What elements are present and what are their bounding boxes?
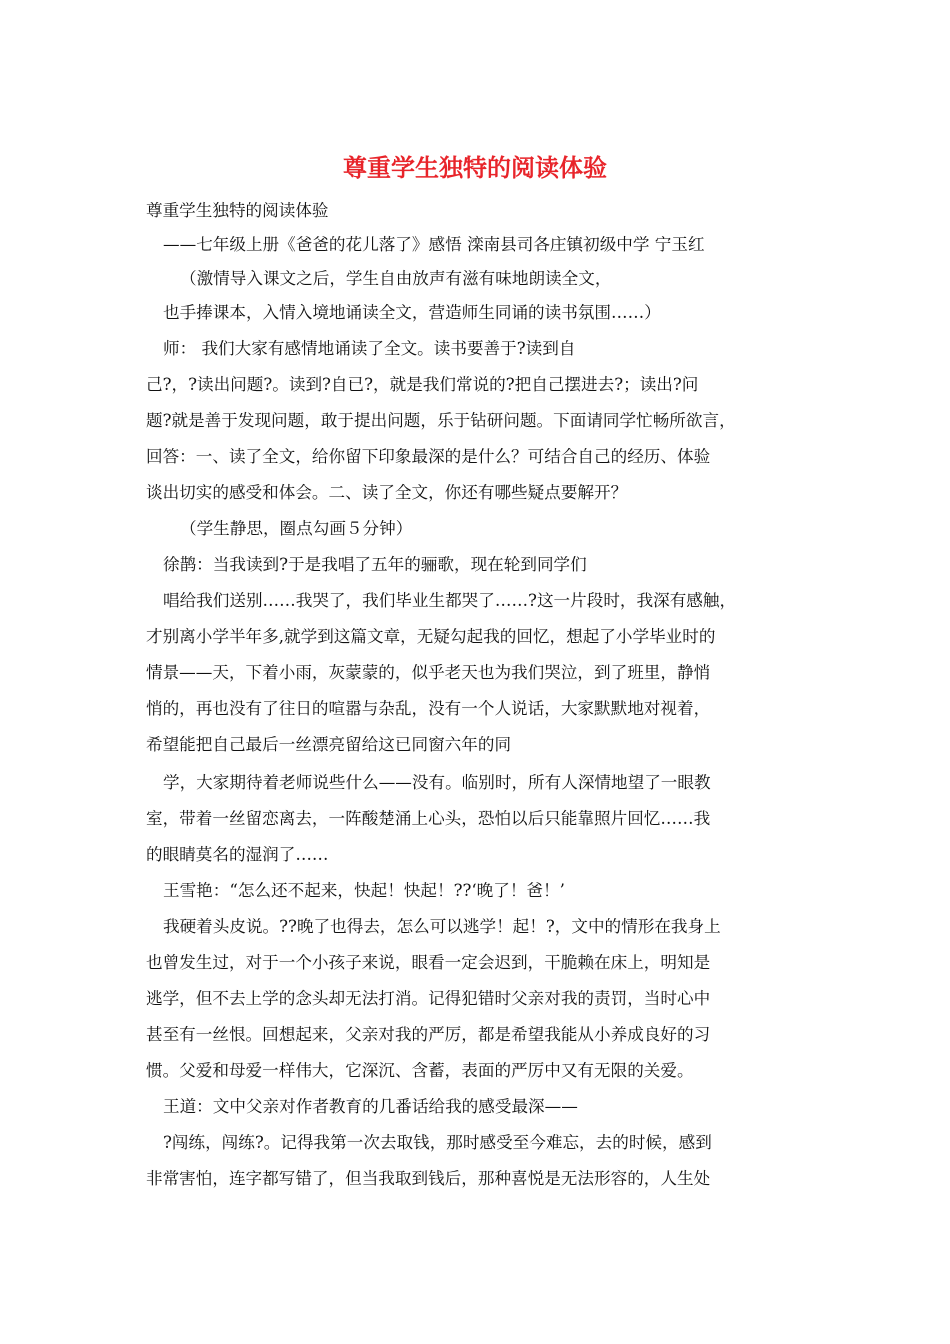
paragraph-line: 学，大家期待着老师说些什么——没有。临别时，所有人深情地望了一眼教	[163, 773, 711, 792]
paragraph-line: 我硬着头皮说。??晚了也得去，怎么可以逃学！起！?，文中的情形在我身上	[163, 917, 721, 936]
paragraph-line: 题?就是善于发现问题，敢于提出问题，乐于钻研问题。下面请同学忙畅所欲言，	[146, 411, 736, 430]
paragraph-line: 逃学，但不去上学的念头却无法打消。记得犯错时父亲对我的责罚，当时心中	[146, 989, 711, 1008]
paragraph-line: 徐鹊：当我读到?于是我唱了五年的骊歌，现在轮到同学们	[163, 555, 587, 574]
paragraph-line: 尊重学生独特的阅读体验	[146, 201, 329, 220]
paragraph-line: （激情导入课文之后，学生自由放声有滋有味地朗读全文，	[180, 269, 612, 288]
paragraph-line: 甚至有一丝恨。回想起来，父亲对我的严厉，都是希望我能从小养成良好的习	[146, 1025, 711, 1044]
paragraph-line: 王雪艳：“怎么还不起来，快起！快起！??‘晚了！爸！’	[163, 881, 565, 900]
paragraph-line: 回答：一、读了全文，给你留下印象最深的是什么？可结合自己的经历、体验	[146, 447, 711, 466]
paragraph-line: （学生静思，圈点勾画５分钟）	[180, 519, 413, 538]
paragraph-line: 惯。父爱和母爱一样伟大，它深沉、含蓄，表面的严厉中又有无限的关爱。	[146, 1061, 694, 1080]
paragraph-line: 悄的，再也没有了往日的喧嚣与杂乱，没有一个人说话，大家默默地对视着，	[146, 699, 711, 718]
paragraph-line: 王道：文中父亲对作者教育的几番话给我的感受最深——	[163, 1097, 578, 1116]
paragraph-line: 的眼睛莫名的湿润了……	[146, 845, 329, 864]
paragraph-line: 师： 我们大家有感情地诵读了全文。读书要善于?读到自	[163, 339, 576, 358]
paragraph-line: 非常害怕，连字都写错了，但当我取到钱后，那种喜悦是无法形容的，人生处	[146, 1169, 711, 1188]
paragraph-line: 己?，?读出问题?。读到?自已?，就是我们常说的?把自己摆进去?；读出?问	[146, 375, 699, 394]
paragraph-line: 谈出切实的感受和体会。二、读了全文，你还有哪些疑点要解开？	[146, 483, 628, 502]
paragraph-line: 唱给我们送别……我哭了，我们毕业生都哭了……?这一片段时，我深有感触，	[163, 591, 737, 610]
paragraph-line: 也曾发生过，对于一个小孩子来说，眼看一定会迟到，干脆赖在床上，明知是	[146, 953, 711, 972]
paragraph-line: 室，带着一丝留恋离去，一阵酸楚涌上心头，恐怕以后只能靠照片回忆……我	[146, 809, 711, 828]
paragraph-line: 情景——天，下着小雨，灰蒙蒙的，似乎老天也为我们哭泣，到了班里，静悄	[146, 663, 711, 682]
paragraph-line: 也手捧课本，入情入境地诵读全文，营造师生同诵的读书氛围……）	[163, 303, 661, 322]
paragraph-line: 希望能把自己最后一丝漂亮留给这已同窗六年的同	[146, 735, 512, 754]
paragraph-line: ——七年级上册《爸爸的花儿落了》感悟 滦南县司各庄镇初级中学 宁玉红	[163, 235, 705, 254]
paragraph-line: 才别离小学半年多,就学到这篇文章，无疑勾起我的回忆，想起了小学毕业时的	[146, 627, 716, 646]
paragraph-line: ?闯练，闯练?。记得我第一次去取钱，那时感受至今难忘，去的时候，感到	[163, 1133, 712, 1152]
document-title: 尊重学生独特的阅读体验	[343, 153, 607, 182]
